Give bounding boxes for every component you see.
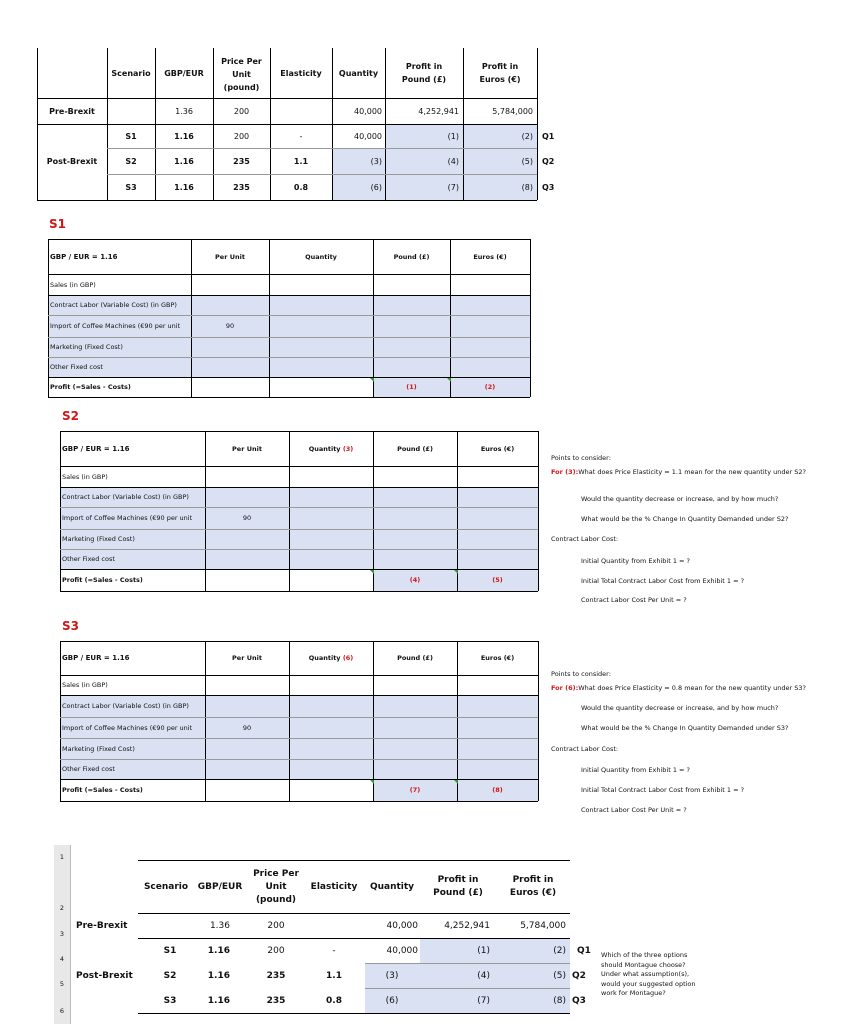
s3-notes-n1: Would the quantity decrease or increase, and by how much? [581, 704, 779, 712]
q3-label: Q3 [542, 182, 555, 192]
s2-euro-ref: (5) [492, 576, 503, 584]
pre-profit-euro: 5,784,000 [492, 106, 533, 116]
s2-row-sales: Sales (in GBP) [62, 472, 108, 481]
row-number-1: 1 [59, 853, 65, 861]
s2-price: 235 [233, 156, 250, 166]
b-s1-quantity: 40,000 [386, 945, 418, 956]
s2-notes-n2: What would be the % Change In Quantity Demanded under S2? [581, 515, 789, 523]
s1-row-import: Import of Coffee Machines (€90 per unit [50, 322, 181, 330]
s2-per-unit-import: 90 [242, 514, 252, 522]
s2-pound-ref: (4) [409, 576, 421, 584]
b-hdr-quantity: Quantity [369, 882, 415, 892]
b-s2-elasticity: 1.1 [326, 970, 342, 981]
b-s3-rate: 1.16 [207, 995, 230, 1006]
s2-notes-question: For (3):What does Price Elasticity = 1.1 mean for the new quantity under S2? [551, 468, 806, 476]
b-hdr-scenario: Scenario [143, 882, 189, 892]
b-s2-scenario: S2 [163, 970, 177, 981]
b-s3-scenario: S3 [163, 995, 177, 1006]
s3-row-profit: Profit (=Sales - Costs) [62, 786, 143, 794]
s2-col-euro: Euros (€) [480, 444, 515, 453]
b-pre-price: 200 [267, 920, 285, 931]
b-s2-profit-pound: (4) [477, 970, 490, 981]
s1-col-pound: Pound (£) [393, 252, 430, 261]
s3-profit-euro: (8) [521, 182, 533, 192]
b-s1-elasticity: - [332, 945, 336, 956]
row-number-3: 3 [59, 930, 65, 938]
s3-notes-n2: What would be the % Change In Quantity Demanded under S3? [581, 724, 789, 732]
b-pre-profit-pound: 4,252,941 [444, 920, 490, 931]
s1-profit-euro: (2) [521, 131, 533, 141]
s1-euro-ref: (2) [484, 383, 496, 391]
b-pre-quantity: 40,000 [386, 920, 418, 931]
s2-rate: 1.16 [174, 156, 194, 166]
b-s2-rate: 1.16 [207, 970, 230, 981]
hdr-price: Price Per Unit (pound) [221, 57, 262, 92]
s2-row-marketing: Marketing (Fixed Cost) [62, 535, 135, 543]
s3-euro-ref: (8) [492, 786, 503, 794]
b-s2-profit-euro: (5) [553, 970, 566, 981]
hdr-profit-euro: Profit in Euros (€) [479, 62, 521, 84]
s3-notes-title: Points to consider: [551, 670, 611, 678]
s3-rate: 1.16 [174, 182, 194, 192]
b-pre-brexit-label: Pre-Brexit [76, 920, 128, 931]
pre-rate: 1.36 [175, 106, 193, 116]
s3-row-import: Import of Coffee Machines (€90 per unit [62, 723, 193, 732]
b-q3-label: Q3 [572, 995, 586, 1006]
s3-quantity: (6) [370, 182, 382, 192]
s2-profit-euro: (5) [521, 156, 533, 166]
b-s3-price: 235 [266, 995, 286, 1006]
b-s1-scenario: S1 [163, 945, 177, 956]
hdr-quantity: Quantity [338, 68, 379, 78]
s2-row-profit: Profit (=Sales - Costs) [62, 576, 143, 584]
s1-row-other: Other Fixed cost [50, 363, 103, 371]
b-s1-profit-euro: (2) [553, 945, 566, 956]
row-number-5: 5 [59, 980, 65, 988]
s3-scenario: S3 [125, 182, 137, 192]
s3-notes-labor: Contract Labor Cost: [551, 745, 619, 753]
s1-row-profit: Profit (=Sales - Costs) [50, 383, 131, 391]
b-s1-profit-pound: (1) [477, 945, 490, 956]
final-question: Which of the three options should Montague choose? Under what assumption(s), would your suggested option work for Montague? [601, 951, 696, 997]
s1-col-quantity: Quantity [305, 252, 337, 261]
s1-title: S1 [49, 217, 66, 231]
b-post-brexit-label: Post-Brexit [76, 970, 133, 981]
s3-row-labor: Contract Labor (Variable Cost) (in GBP) [62, 702, 189, 710]
pre-price: 200 [233, 106, 250, 116]
s3-profit-pound: (7) [447, 182, 459, 192]
q1-label: Q1 [542, 131, 555, 141]
s2-notes-l3: Contract Labor Cost Per Unit = ? [581, 596, 687, 604]
s2-col-quantity: Quantity (3) [308, 444, 354, 453]
b-s3-profit-euro: (8) [553, 995, 566, 1006]
b-s2-quantity: (3) [385, 970, 399, 981]
s1-rate: 1.16 [174, 131, 194, 141]
s2-profit-pound: (4) [447, 156, 459, 166]
pre-quantity: 40,000 [354, 106, 382, 116]
b-hdr-elasticity: Elasticity [310, 882, 358, 892]
s2-quantity: (3) [370, 156, 382, 166]
s3-col-pound: Pound (£) [397, 654, 433, 662]
s1-pound-ref: (1) [406, 383, 417, 391]
s3-row-sales: Sales (in GBP) [62, 681, 108, 689]
hdr-gbp-eur: GBP/EUR [164, 68, 204, 78]
s2-notes-l2: Initial Total Contract Labor Cost from Exhibit 1 = ? [581, 577, 745, 585]
s3-title: S3 [62, 619, 79, 633]
s1-price: 200 [233, 131, 250, 141]
s3-rate: GBP / EUR = 1.16 [62, 654, 130, 662]
s2-notes-title: Points to consider: [551, 454, 611, 462]
s2-elasticity: 1.1 [293, 156, 309, 166]
b-hdr-profit-pound: Profit in Pound (£) [433, 875, 483, 898]
s2-row-import: Import of Coffee Machines (€90 per unit [62, 514, 193, 522]
s1-col-per-unit: Per Unit [215, 252, 245, 261]
s3-notes-l3: Contract Labor Cost Per Unit = ? [581, 806, 687, 814]
b-s3-quantity: (6) [385, 995, 399, 1006]
b-pre-profit-euro: 5,784,000 [520, 920, 566, 931]
s2-notes-l1: Initial Quantity from Exhibit 1 = ? [581, 557, 690, 565]
s2-rate: GBP / EUR = 1.16 [62, 444, 130, 453]
post-brexit-label: Post-Brexit [46, 156, 98, 166]
s2-notes-n1: Would the quantity decrease or increase, and by how much? [581, 495, 779, 503]
s3-price: 235 [233, 182, 250, 192]
s2-col-pound: Pound (£) [397, 444, 433, 453]
s1-profit-pound: (1) [447, 131, 459, 141]
s1-rate: GBP / EUR = 1.16 [50, 252, 118, 261]
s3-per-unit-import: 90 [242, 723, 252, 732]
s3-col-quantity: Quantity (6) [308, 654, 354, 662]
b-q2-label: Q2 [572, 970, 586, 981]
pre-brexit-label: Pre-Brexit [49, 106, 95, 116]
s3-col-per-unit: Per Unit [232, 654, 262, 662]
s1-row-sales: Sales (in GBP) [50, 280, 96, 289]
q2-label: Q2 [542, 156, 555, 166]
s2-col-per-unit: Per Unit [232, 444, 262, 453]
hdr-profit-pound: Profit in Pound (£) [401, 62, 447, 84]
s1-row-labor: Contract Labor (Variable Cost) (in GBP) [50, 301, 177, 309]
b-hdr-price: Price Per Unit (pound) [253, 869, 299, 905]
s1-row-marketing: Marketing (Fixed Cost) [50, 343, 123, 351]
s3-elasticity: 0.8 [293, 182, 309, 192]
s1-quantity: 40,000 [354, 131, 382, 141]
s3-notes-question: For (6):What does Price Elasticity = 0.8 mean for the new quantity under S3? [551, 684, 806, 692]
s1-elasticity: - [299, 131, 303, 141]
s3-notes-l2: Initial Total Contract Labor Cost from Exhibit 1 = ? [581, 786, 745, 794]
row-number-4: 4 [59, 955, 65, 963]
s2-scenario: S2 [125, 156, 137, 166]
s1-scenario: S1 [125, 131, 137, 141]
pre-profit-pound: 4,252,941 [418, 106, 459, 116]
s3-notes-l1: Initial Quantity from Exhibit 1 = ? [581, 766, 690, 774]
hdr-elasticity: Elasticity [280, 68, 322, 78]
s3-col-euro: Euros (€) [480, 654, 515, 662]
b-s3-elasticity: 0.8 [326, 995, 342, 1006]
b-s1-price: 200 [267, 945, 285, 956]
s2-title: S2 [62, 409, 79, 423]
s3-row-other: Other Fixed cost [62, 765, 115, 773]
hdr-scenario: Scenario [111, 68, 151, 78]
s2-row-other: Other Fixed cost [62, 555, 115, 563]
row-number-2: 2 [59, 904, 65, 912]
b-s3-profit-pound: (7) [477, 995, 490, 1006]
b-hdr-profit-euro: Profit in Euros (€) [509, 875, 557, 898]
row-number-6: 6 [59, 1007, 65, 1015]
s1-per-unit-import: 90 [225, 322, 235, 330]
b-q1-label: Q1 [577, 945, 591, 956]
s2-row-labor: Contract Labor (Variable Cost) (in GBP) [62, 493, 189, 501]
b-hdr-gbp-eur: GBP/EUR [197, 882, 243, 892]
s3-row-marketing: Marketing (Fixed Cost) [62, 744, 135, 753]
s1-col-euro: Euros (€) [473, 252, 507, 261]
b-s2-price: 235 [266, 970, 286, 981]
b-pre-rate: 1.36 [209, 920, 230, 931]
s2-notes-labor: Contract Labor Cost: [551, 535, 619, 543]
s3-pound-ref: (7) [409, 786, 421, 794]
b-s1-rate: 1.16 [207, 945, 230, 956]
